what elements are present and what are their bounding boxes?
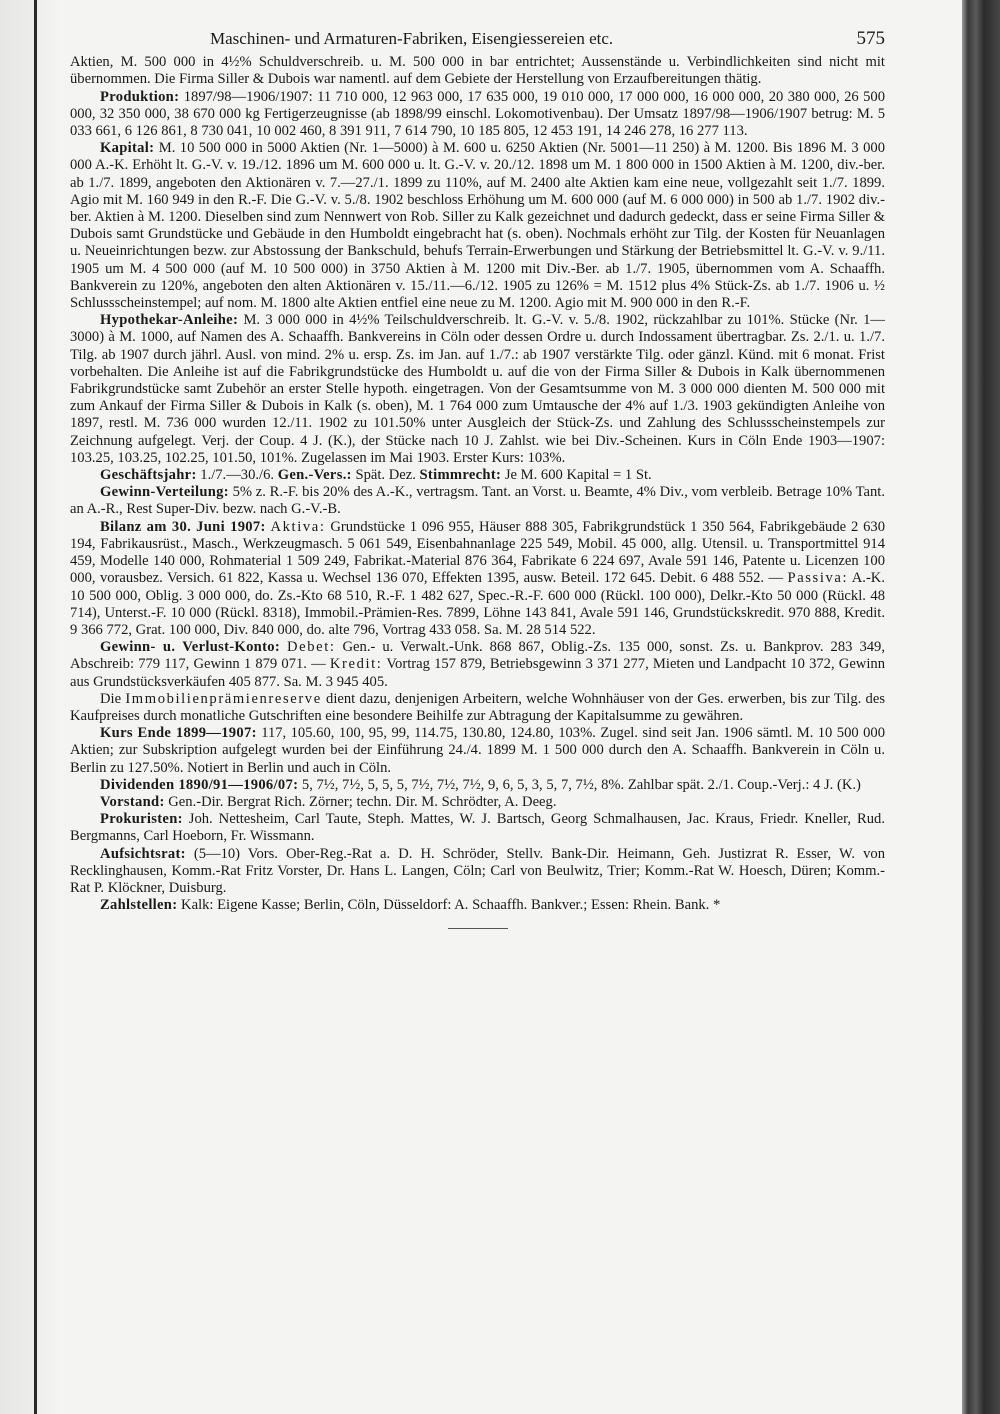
geschaeftsjahr-text: 1./7.—30./6. [200, 467, 275, 484]
page-number: 575 [856, 28, 885, 49]
section-dividenden [70, 777, 885, 794]
section-vorstand [70, 794, 885, 811]
zahlstellen-label: Zahlstellen: [100, 897, 178, 914]
immobilien-text: dient dazu, denjenigen Arbeitern, welche Wohnhäuser von der Ges. erwerben, bis zur Tilg. des Kaufpreises durch monatliche Gutschriften eine besondere Beihilfe zur Abtragung der Kapitalsumme zu gewähren. [70, 690, 886, 724]
stimmrecht-text: Je M. 600 Kapital = 1 St. [504, 467, 652, 484]
debet-text: Gen.- u. Verwalt.-Unk. 868 867, Oblig.-Zs. 135 000, sonst. Zs. u. Bankprov. 283 349, Abschreib: 779 117, Gewinn 1 879 071. — [70, 639, 885, 673]
zahlstellen-text: Kalk: Eigene Kasse; Berlin, Cöln, Düsseldorf: A. Schaaffh. Bankver.; Essen: Rhein. Bank. * [181, 897, 721, 914]
scan-right-edge [962, 0, 1000, 1414]
gewinnverteilung-label: Gewinn-Verteilung: [100, 484, 229, 501]
kurs-label: Kurs Ende 1899—1907: [100, 725, 257, 742]
kredit-text: Vortrag 157 879, Betriebsgewinn 3 371 277, Mieten und Landpacht 10 372, Gewinn aus Grundstücksverkäufen 405 877. Sa. M. 3 945 405. [70, 656, 885, 690]
section-kapital [70, 140, 885, 312]
section-zahlstellen [70, 897, 885, 914]
dividenden-label: Dividenden 1890/91—1906/07: [100, 776, 299, 793]
section-prokuristen [70, 811, 885, 845]
end-rule [448, 928, 508, 929]
bilanz-label: Bilanz am 30. Juni 1907: [100, 518, 266, 535]
aufsichtsrat-text: (5—10) Vors. Ober-Reg.-Rat a. D. H. Schröder, Stellv. Bank-Dir. Heimann, Geh. Justizrat R. Esser, W. von Recklinghausen, Komm.-Rat Fritz Vorster, Dr. Hans L. Langen, Cöln; Carl von Beulwitz, Trier; Komm.-Rat W. Hoesch, Düren; Komm.-Rat P. Klöckner, Duisburg. [70, 845, 885, 896]
passiva-text: A.-K. 10 500 000, Oblig. 3 000 000, do. Zs.-Kto 68 510, R.-F. 1 482 627, Spec.-R.-F. 600 000 (Rückl. 100 000), Delkr.-Kto 50 000 (Rückl. 48 714), Unterst.-F. 10 000 (Rückl. 8318), Immobil.-Prämien-Res. 7899, Löhne 143 841, Avale 591 146, Grundstückskredit. 970 888, Kredit. 9 366 772, Grat. 100 000, Div. 840 000, do. alte 796, Vortrag 433 058. Sa. M. 28 514 522. [70, 570, 885, 638]
aufsichtsrat-label: Aufsichtsrat: [100, 845, 186, 862]
section-produktion [70, 89, 885, 141]
debet-label: Debet: [287, 639, 336, 656]
section-bilanz [70, 519, 885, 639]
section-immobilien [70, 691, 885, 725]
immobilien-spaced: Immobilienprämienreserve [125, 690, 322, 707]
page-title: Maschinen- und Armaturen-Fabriken, Eisengiessereien etc. [210, 29, 614, 48]
aktiva-text: Grundstücke 1 096 955, Häuser 888 305, Fabrikgrundstück 1 350 564, Fabrikgebäude 2 630 194, Fabrikausrüst., Masch., Werkzeugmasch. 5 061 549, Eisenbahnanlage 225 549, Mobil. 45 000, allg. Utensil. u. Transportmittel 914 459, Modelle 140 000, Rohmaterial 1 509 249, Fabrikat.-Material 876 364, Fabrikate 6 224 697, Avale 591 146, Patente u. Licenzen 100 000, vorausbez. Versich. 61 822, Kassa u. Wechsel 136 070, Effekten 1395, ausw. Beteil. 172 645. Debit. 6 488 552. — [70, 518, 886, 587]
running-head [70, 30, 885, 47]
scan-left-margin [0, 0, 62, 1414]
prokuristen-text: Joh. Nettesheim, Carl Taute, Steph. Mattes, W. J. Bartsch, Georg Schmalhausen, Jac. Kraus, Friedr. Kneller, Rud. Bergmanns, Carl Hoeborn, Fr. Wissmann. [70, 811, 885, 845]
section-gewinn-verteilung [70, 484, 885, 518]
section-gewinn-verlust [70, 639, 885, 691]
prokuristen-label: Prokuristen: [100, 811, 183, 828]
stimmrecht-label: Stimmrecht: [419, 467, 502, 484]
aktiva-label: Aktiva: [270, 518, 326, 535]
kurs-text: 117, 105.60, 100, 95, 99, 114.75, 130.80, 124.80, 103%. Zugel. sind seit Jan. 1906 sämtl. M. 10 500 000 Aktien; zur Subskription aufgelegt wurden bei der Einführung 24./4. 1899 M. 1 500 000 durch den A. Schaaffh. Bankverein in Cöln u. Berlin zu 127.50%. Notiert in Berlin und auch in Cöln. [70, 725, 885, 776]
gen-vers-label: Gen.-Vers.: [277, 467, 352, 484]
intro-paragraph: Aktien, M. 500 000 in 4½% Schuldverschreib. u. M. 500 000 in bar entrichtet; Aussenstände u. Verbindlichkeiten sind nicht mit übernommen. Die Firma Siller & Dubois war namentl. auf dem Gebiete der Herstellung von Erzaufbereitungen thätig. [70, 54, 885, 88]
produktion-text: 1897/98—1906/1907: 11 710 000, 12 963 000, 17 635 000, 19 010 000, 17 000 000, 16 000 000, 20 380 000, 26 500 000, 32 350 000, 38 670 000 kg Fertigerzeugnisse (ab 1898/99 einschl. Lokomotivenbau). Der Umsatz 1897/98—1906/1907 betrug: M. 5 033 661, 6 126 861, 8 730 041, 10 002 460, 8 391 911, 7 614 790, 10 185 805, 12 453 191, 14 246 278, 16 277 113. [70, 88, 885, 140]
guv-label: Gewinn- u. Verlust-Konto: [100, 639, 281, 656]
geschaeftsjahr-label: Geschäftsjahr: [100, 467, 197, 484]
gutter-line [34, 0, 37, 1414]
page-body [70, 30, 885, 929]
section-geschaeftsjahr [70, 467, 885, 484]
hypothek-label: Hypothekar-Anleihe: [100, 312, 239, 329]
section-aufsichtsrat [70, 846, 885, 898]
passiva-label: Passiva: [787, 570, 849, 587]
hypothek-text: M. 3 000 000 in 4½% Teilschuldverschreib. lt. G.-V. v. 5./8. 1902, rückzahlbar zu 101%. Stücke (Nr. 1—3000) à M. 1000, auf Namen des A. Schaaffh. Bankvereins in Cöln oder dessen Ordre u. durch Indossament übertragbar. Zs. 2./1. u. 1./7. Tilg. ab 1907 durch jährl. Ausl. von mind. 2% u. ersp. Zs. im Jan. auf 1./7.: ab 1907 verstärkte Tilg. oder gänzl. Künd. mit 6 monat. Frist vorbehalten. Die Anleihe ist auf die Fabrikgrundstücke des Humboldt u. auf die von der Firma Siller & Dubois in Kalk übernommenen Fabrikgrundstücke samt Zubehör an erster Stelle hypoth. eingetragen. Von der Gesamtsumme von M. 3 000 000 dienten M. 500 000 mit zum Ankauf der Firma Siller & Dubois in Kalk (s. oben), M. 1 764 000 zum Umtausche der 4% auf 1./3. 1903 gekündigten Anleihe von 1897, restl. M. 736 000 wurden 12./11. 1902 zu 101.50% unter Ausgleich der Stück-Zs. und Zahlung des Schlussscheinstempels zur Zeichnung aufgelegt. Verj. der Coup. 4 J. (K.), der Stücke nach 10 J. Zahlst. wie bei Div.-Scheinen. Kurs in Cöln Ende 1903—1907: 103.25, 103.25, 102.25, 101.50, 101%. Zugelassen im Mai 1903. Erster Kurs: 103%. [70, 312, 885, 466]
section-hypothekar-anleihe [70, 312, 885, 467]
section-kurs [70, 725, 885, 777]
gewinnverteilung-text: 5% z. R.-F. bis 20% des A.-K., vertragsm. Tant. an Vorst. u. Beamte, 4% Div., vom verbleib. Betrage 10% Tant. an A.-R., Rest Super-Div. bezw. nach G.-V.-B. [70, 484, 885, 518]
vorstand-text: Gen.-Dir. Bergrat Rich. Zörner; techn. Dir. M. Schrödter, A. Deeg. [168, 793, 557, 810]
vorstand-label: Vorstand: [100, 793, 165, 810]
kapital-text: M. 10 500 000 in 5000 Aktien (Nr. 1—5000) à M. 600 u. 6250 Aktien (Nr. 5001—11 250) à M. 1200. Bis 1896 M. 3 000 000 A.-K. Erhöht lt. G.-V. v. 19./12. 1896 um M. 600 000 u. lt. G.-V. v. 20./12. 1898 um M. 1 800 000 in 1500 Aktien à M. 1200, div.-ber. ab 1./7. 1899, angeboten den Aktionären v. 7.—27./1. 1899 zu 110%, auf M. 2400 alte Aktien kam eine neue, vollgezahlt seit 1./7. 1899. Agio mit M. 160 949 in den R.-F. Die G.-V. v. 5./8. 1902 beschloss Erhöhung um M. 600 000 (auf M. 6 000 000) in 500 ab 1./7. 1902 div.-ber. Aktien à M. 1200. Dieselben sind zum Nennwert von Rob. Siller zu Kalk gezeichnet und dadurch gedeckt, dass er seine Firma Siller & Dubois samt Grundstücke und Gebäude in den Humboldt eingebracht hat (s. oben). Nochmals erhöht zur Tilg. der Kosten für Neuanlagen u. Neueinrichtungen bezw. zur Abstossung der Bankschuld, behufs Terrain-Erwerbungen und Stärkung der Betriebsmittel lt. G.-V. v. 9./11. 1905 um M. 4 500 000 (auf M. 10 500 000) in 3750 Aktien à M. 1200 mit Div.-Ber. ab 1./7. 1905, übernommen vom A. Schaaffh. Bankverein zu 120%, angeboten den alten Aktionären v. 15./11.—6./12. 1905 zu 126% = M. 1512 plus 4% Stück-Zs. ab 1./7. 1906 u. ½ Schlussscheinstempel; auf nom. M. 1800 alte Aktien entfiel eine neue zu M. 1200. Agio mit M. 900 000 in den R.-F. [70, 140, 885, 312]
dividenden-text: 5, 7½, 7½, 5, 5, 5, 7½, 7½, 7½, 9, 6, 5, 3, 5, 7, 7½, 8%. Zahlbar spät. 2./1. Coup.-Verj.: 4 J. (K.) [301, 776, 861, 793]
kapital-label: Kapital: [100, 140, 155, 157]
gen-vers-text: Spät. Dez. [355, 467, 416, 484]
immobilien-lead: Die [100, 690, 122, 707]
produktion-label: Produktion: [100, 88, 180, 105]
kredit-label: Kredit: [329, 656, 383, 673]
